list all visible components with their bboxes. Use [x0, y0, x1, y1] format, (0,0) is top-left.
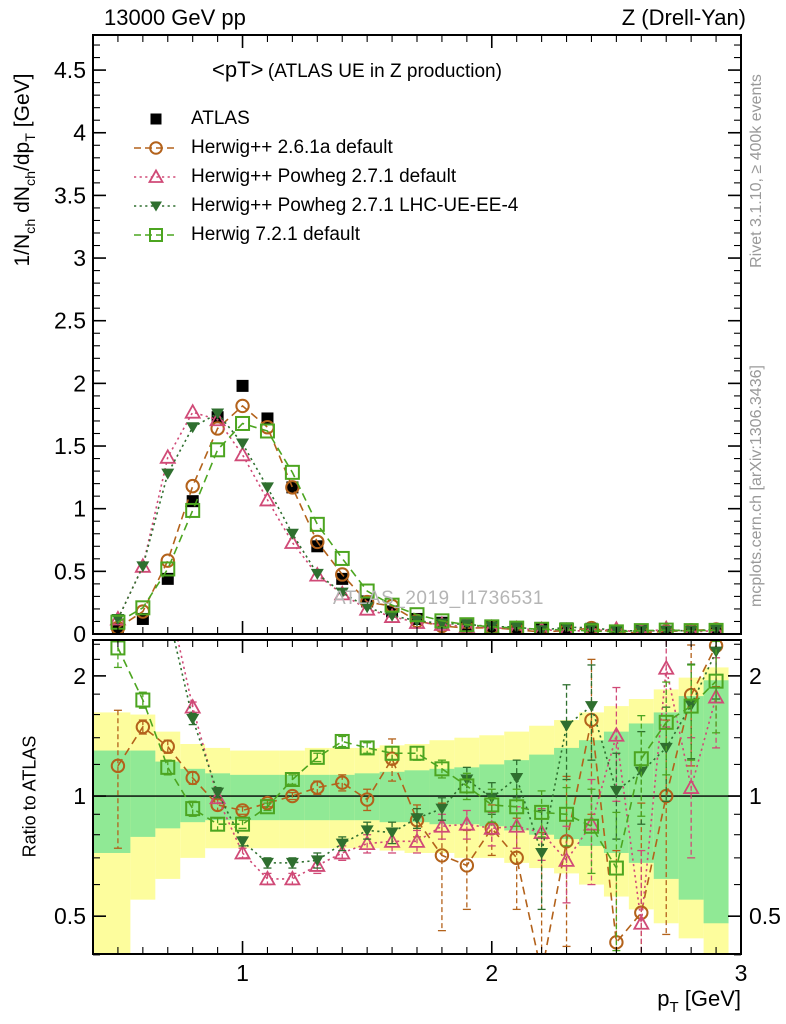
generator-version-caption: Rivet 3.1.10, ≥ 400k events [748, 74, 765, 268]
legend-item-label: Herwig 7.2.1 default [191, 223, 360, 245]
svg-text:3: 3 [734, 960, 748, 986]
process-label: Z (Drell-Yan) [621, 5, 746, 30]
svg-text:2: 2 [73, 662, 86, 689]
legend-item-label: Herwig++ 2.6.1a default [191, 136, 393, 158]
legend-marker-icon [133, 138, 179, 158]
svg-text:1: 1 [236, 960, 249, 986]
svg-text:1: 1 [73, 495, 86, 522]
main-y-axis-label: $1/N_{ch}$ $dN_{ch}/dp_T$ [GeV] [11, 73, 39, 267]
legend-item [133, 133, 518, 162]
beam-energy-label: 13000 GeV pp [104, 5, 246, 30]
svg-text:4: 4 [73, 119, 86, 146]
legend-marker-icon [133, 109, 179, 129]
svg-text:0.5: 0.5 [54, 903, 86, 930]
legend-item-label: ATLAS [191, 107, 250, 129]
legend-item [133, 104, 518, 133]
mcplots-caption: mcplots.cern.ch [arXiv:1306.3436] [748, 365, 765, 607]
svg-text:3: 3 [73, 245, 86, 272]
plot-title [93, 57, 621, 83]
legend-item [133, 162, 518, 191]
svg-text:0: 0 [73, 621, 86, 647]
legend [133, 104, 518, 249]
svg-text:2: 2 [485, 960, 499, 986]
analysis-id-watermark: ATLAS_2019_I1736531 [333, 588, 544, 609]
plot-title-observable: <pT> [212, 57, 264, 82]
legend-item-label: Herwig++ Powheg 2.7.1 default [191, 165, 457, 187]
svg-text:4.5: 4.5 [54, 57, 86, 84]
legend-item [133, 191, 518, 220]
svg-text:0.5: 0.5 [749, 903, 781, 930]
svg-text:3.5: 3.5 [54, 182, 86, 209]
ratio-y-axis-label: Ratio to ATLAS [19, 735, 40, 858]
legend-item-label: Herwig++ Powheg 2.7.1 LHC-UE-EE-4 [191, 194, 519, 216]
plot-title-analysis: (ATLAS UE in Z production) [267, 61, 502, 82]
svg-text:2: 2 [73, 370, 86, 397]
svg-text:1: 1 [73, 783, 86, 810]
svg-text:1: 1 [749, 783, 762, 810]
legend-marker-icon [133, 225, 179, 245]
legend-marker-icon [133, 196, 179, 216]
svg-text:1.5: 1.5 [54, 433, 86, 460]
legend-item [133, 220, 518, 249]
legend-marker-icon [133, 167, 179, 187]
svg-text:2: 2 [749, 662, 762, 689]
x-axis-label: $p_T$ [GeV] [657, 986, 741, 1017]
svg-text:2.5: 2.5 [54, 307, 86, 334]
svg-text:0.5: 0.5 [54, 558, 86, 585]
